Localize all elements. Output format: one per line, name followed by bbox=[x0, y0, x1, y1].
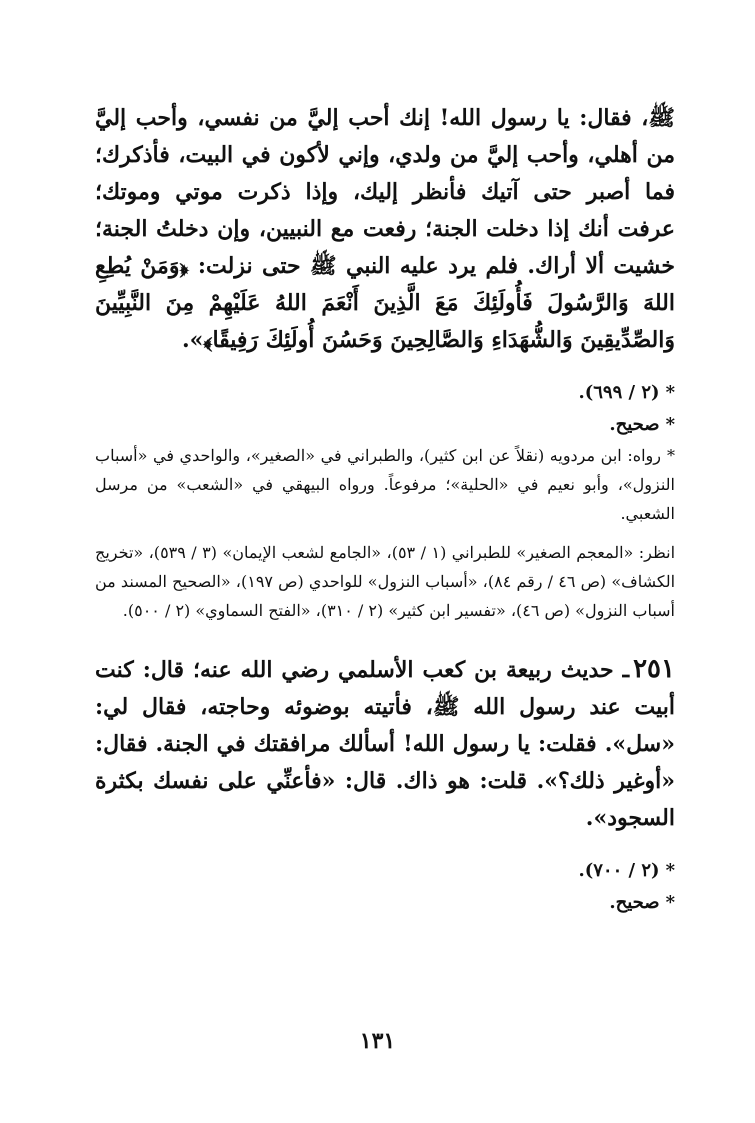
page-number: ١٣١ bbox=[359, 1028, 396, 1054]
reference-value: (٢ / ٧٠٠). bbox=[578, 860, 660, 881]
hadith-251-grade bbox=[95, 887, 675, 919]
hadith-250-see-also: انظر: «المعجم الصغير» للطبراني (١ / ٥٣)، «الجامع لشعب الإيمان» (٣ / ٥٣٩)، «تخريج الكشاف» (ص ٤٦ / رقم ٨٤)، «أسباب النزول» للواحدي (ص ١٩٧)، «الصحيح المسند من أسباب النزول» (ص ٤٦)، «تفسير ابن كثير» (٢ / ٣١٠)، «الفتح السماوي» (٢ / ٥٠٠). bbox=[95, 543, 676, 620]
hadith-250-text: ﷺ، فقال: يا رسول الله! إنك أحب إليَّ من نفسي، وأحب إليَّ من أهلي، وأحب إليَّ من ولدي، وإني لأكون في البيت، فأذكرك؛ فما أصبر حتى آتيك فأنظر إليك، وإذا ذكرت موتي وموتك؛ عرفت أنك إذا دخلت الجنة؛ رفعت مع النبيين، وإن دخلتُ الجنة؛ خشيت ألا أراك. فلم يرد عليه النبي ﷺ حتى نزلت: ﴿وَمَنْ يُطِعِ اللهَ وَالرَّسُولَ فَأُولَئِكَ مَعَ الَّذِينَ أَنْعَمَ اللهُ عَلَيْهِمْ مِنَ النَّبِيِّينَ وَالصِّدِّيقِينَ وَالشُّهَدَاءِ وَالصَّالِحِينَ وَحَسُنَ أُولَئِكَ رَفِيقًا﴾». bbox=[95, 105, 675, 353]
hadith-number: ٢٥١ bbox=[633, 654, 675, 684]
star-marker: * bbox=[667, 446, 675, 465]
narration-note-text: رواه: ابن مردويه (نقلاً عن ابن كثير)، والطبراني في «الصغير»، والواحدي في «أسباب النزول»، وأبو نعيم في «الحلية»؛ مرفوعاً. ورواه البيهقي في «الشعب» من مرسل الشعبي. bbox=[95, 446, 675, 523]
star-marker: * bbox=[665, 382, 675, 403]
section-spacer bbox=[95, 635, 675, 651]
hadith-251-text: ـ حديث ربيعة بن كعب الأسلمي رضي الله عنه؛ قال: كنت أبيت عند رسول الله ﷺ، فأتيته بوضوئه وحاجته، فقال لي: «سل». فقلت: يا رسول الله! أسألك مرافقتك في الجنة. فقال: «أوغير ذلك؟». قلت: هو ذاك. قال: «فأعنِّي على نفسك بكثرة السجود». bbox=[95, 657, 675, 831]
star-marker: * bbox=[665, 892, 675, 913]
star-marker: * bbox=[665, 860, 675, 881]
hadith-250-narration-note bbox=[95, 441, 675, 528]
page-body bbox=[95, 100, 675, 919]
hadith-250-grade bbox=[95, 409, 675, 441]
hadith-251-reference bbox=[95, 855, 675, 887]
star-marker: * bbox=[665, 414, 675, 435]
reference-value: (٢ / ٦٩٩). bbox=[578, 382, 660, 403]
hadith-250-reference bbox=[95, 377, 675, 409]
hadith-251-text-block bbox=[95, 651, 675, 837]
grade-value: صحيح. bbox=[609, 414, 660, 435]
grade-value: صحيح. bbox=[609, 892, 660, 913]
